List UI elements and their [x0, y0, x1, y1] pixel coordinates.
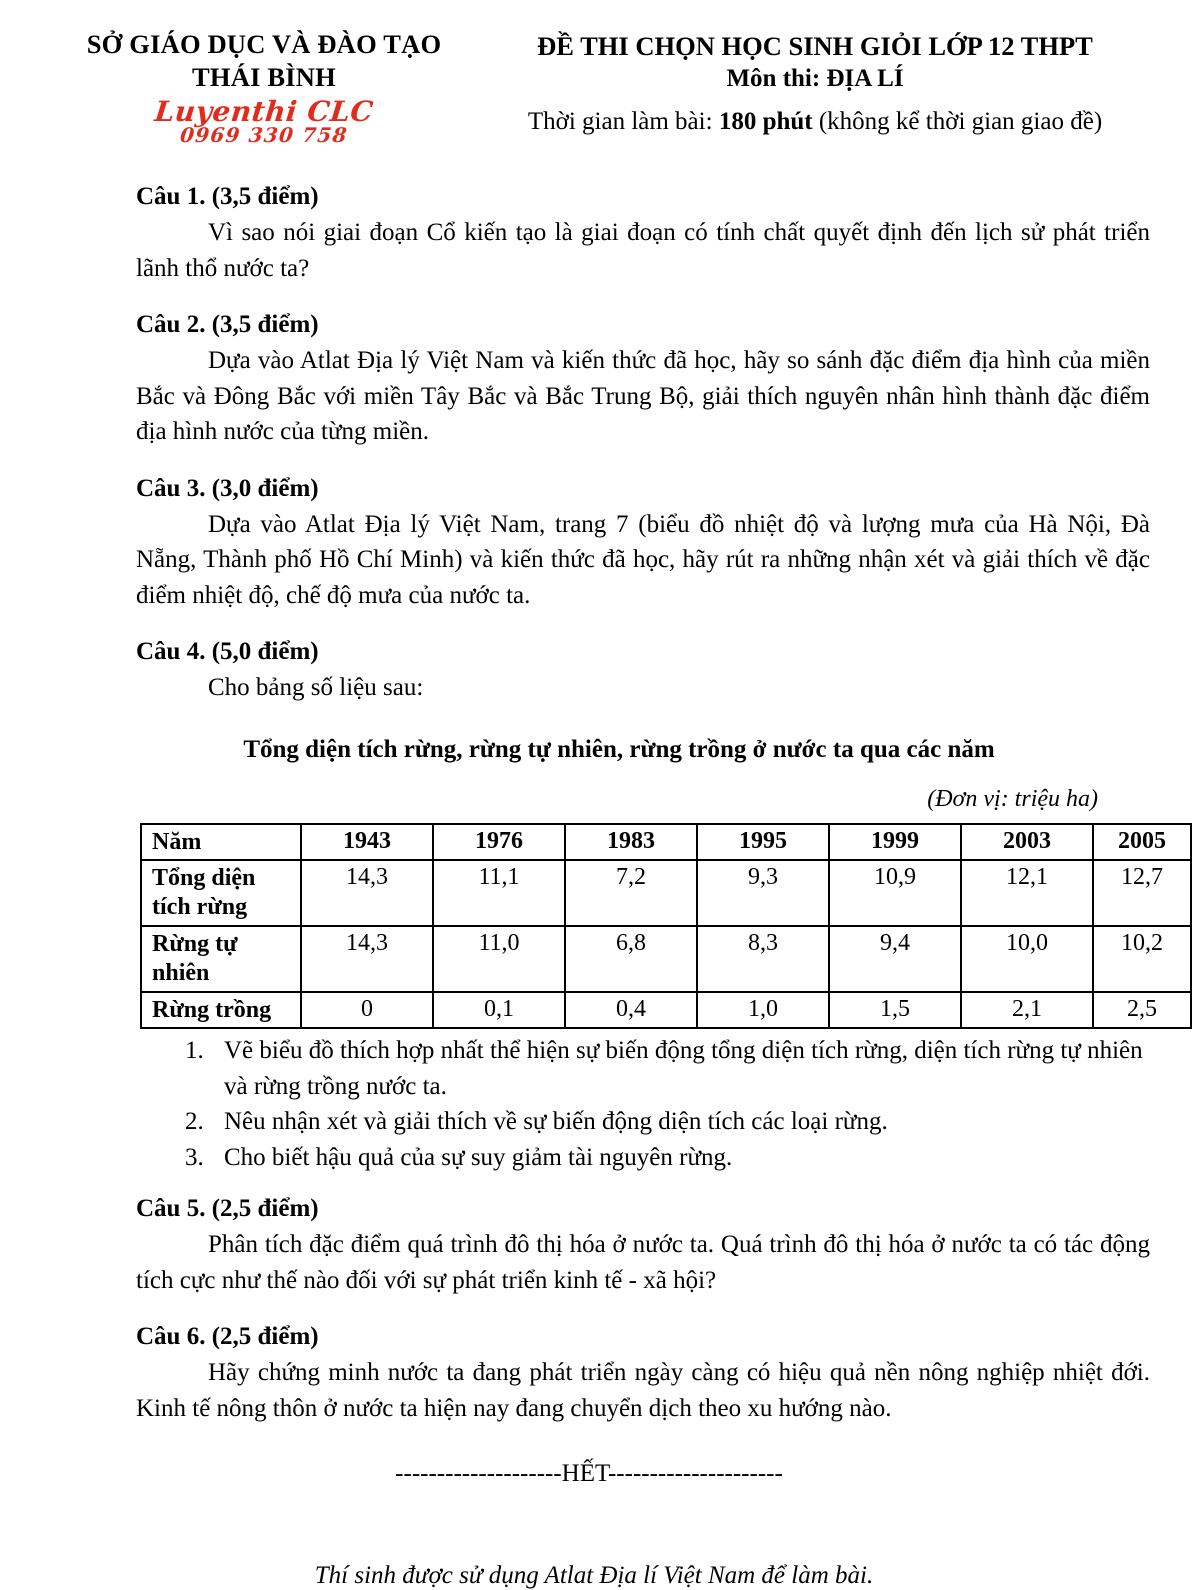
- cell-total-1995: 9,3: [697, 860, 829, 926]
- exam-duration: [470, 106, 1160, 137]
- cell-natural-1999: 9,4: [829, 926, 961, 992]
- data-table-title: Tổng diện tích rừng, rừng tự nhiên, rừng trồng ở nước ta qua các năm: [243, 735, 995, 763]
- question-1-body: Vì sao nói giai đoạn Cổ kiến tạo là giai đoạn có tính chất quyết định đến lịch sử phát triển lãnh thổ nước ta?: [136, 219, 1150, 282]
- question-4-body: Cho bảng số liệu sau:: [208, 674, 424, 702]
- table-year-1976: 1976: [433, 824, 565, 861]
- question-3-body: Dựa vào Atlat Địa lý Việt Nam, trang 7 (biểu đồ nhiệt độ và lượng mưa của Hà Nội, Đà Nẵng, Thành phố Hồ Chí Minh) và kiến thức đã học, hãy rút ra những nhận xét và giải thích về đặc điểm nhiệt độ, chế độ mưa của nước ta.: [136, 510, 1150, 609]
- logo-wordmark: Luyenthi CLC: [153, 95, 375, 129]
- question-6-body: Hãy chứng minh nước ta đang phát triển ngày càng có hiệu quả nền nông nghiệp nhiệt đới. Kinh tế nông thôn ở nước ta hiện nay đang chuyển dịch theo xu hướng nào.: [136, 1359, 1150, 1422]
- atlas-permission-note: Thí sinh được sử dụng Atlat Địa lí Việt Nam để làm bài.: [314, 1562, 874, 1590]
- table-year-1983: 1983: [565, 824, 697, 861]
- question-6-heading: Câu 6. (2,5 điểm): [136, 1323, 319, 1351]
- table-year-1995: 1995: [697, 824, 829, 861]
- luyenthi-clc-logo: [58, 95, 470, 148]
- cell-total-2005: 12,7: [1093, 860, 1191, 926]
- cell-planted-2003: 2,1: [961, 992, 1093, 1029]
- exam-content: [0, 183, 1200, 1590]
- cell-total-1999: 10,9: [829, 860, 961, 926]
- row-label-natural-forest: Rừng tự nhiên: [141, 926, 301, 992]
- header-left-block: [40, 28, 470, 148]
- sub-question-1: 1. Vẽ biểu đồ thích hợp nhất thể hiện sự biến động tổng diện tích rừng, diện tích rừng tự nhiên và rừng trồng nước ta.: [210, 1033, 1158, 1104]
- cell-natural-2003: 10,0: [961, 926, 1093, 992]
- duration-value: 180 phút: [718, 107, 813, 135]
- cell-total-1983: 7,2: [565, 860, 697, 926]
- question-4-sublist: [40, 1033, 1158, 1175]
- table-row: [141, 926, 1191, 992]
- question-1-heading: Câu 1. (3,5 điểm): [136, 183, 319, 211]
- table-year-1943: 1943: [301, 824, 433, 861]
- table-corner-label: Năm: [141, 824, 301, 861]
- question-2-heading: Câu 2. (3,5 điểm): [136, 311, 319, 339]
- cell-natural-1976: 11,0: [433, 926, 565, 992]
- end-of-exam-marker: --------------------HẾT---------------------: [395, 1460, 783, 1488]
- cell-natural-1995: 8,3: [697, 926, 829, 992]
- question-2-body: Dựa vào Atlat Địa lý Việt Nam và kiến thức đã học, hãy so sánh đặc điểm địa hình của miền Bắc và Đông Bắc với miền Tây Bắc và Bắc Trung Bộ, giải thích nguyên nhân hình thành đặc điểm địa hình nước của từng miền.: [136, 347, 1150, 446]
- question-5-heading: Câu 5. (2,5 điểm): [136, 1195, 319, 1223]
- question-5-body: Phân tích đặc điểm quá trình đô thị hóa ở nước ta. Quá trình đô thị hóa ở nước ta có tác động tích cực như thế nào đối với sự phát triển kinh tế - xã hội?: [136, 1231, 1150, 1294]
- cell-planted-1943: 0: [301, 992, 433, 1029]
- table-year-2005: 2005: [1093, 824, 1191, 861]
- row-label-planted-forest: Rừng trồng: [141, 992, 301, 1029]
- cell-planted-1976: 0,1: [433, 992, 565, 1029]
- logo-phone-number: 0969 330 758: [178, 123, 350, 148]
- department-name-line1: SỞ GIÁO DỤC VÀ ĐÀO TẠO: [86, 29, 442, 59]
- cell-total-2003: 12,1: [961, 860, 1093, 926]
- cell-natural-1943: 14,3: [301, 926, 433, 992]
- forest-area-table: [140, 823, 1192, 1030]
- document-header: [0, 0, 1200, 148]
- cell-planted-1995: 1,0: [697, 992, 829, 1029]
- cell-total-1943: 14,3: [301, 860, 433, 926]
- duration-suffix: (không kể thời gian giao đề): [812, 107, 1103, 135]
- cell-planted-2005: 2,5: [1093, 992, 1191, 1029]
- exam-title: ĐỀ THI CHỌN HỌC SINH GIỎI LỚP 12 THPT: [537, 31, 1093, 61]
- table-row: [141, 992, 1191, 1029]
- row-label-total-forest: Tổng diện tích rừng: [141, 860, 301, 926]
- cell-total-1976: 11,1: [433, 860, 565, 926]
- cell-natural-2005: 10,2: [1093, 926, 1191, 992]
- cell-natural-1983: 6,8: [565, 926, 697, 992]
- table-year-2003: 2003: [961, 824, 1093, 861]
- data-table-unit-note: (Đơn vị: triệu ha): [927, 785, 1098, 812]
- department-name-line2: THÁI BÌNH: [192, 61, 336, 92]
- exam-subject: Môn thi: ĐỊA LÍ: [726, 65, 904, 93]
- header-right-block: [470, 28, 1160, 137]
- question-3-heading: Câu 3. (3,0 điểm): [136, 474, 319, 502]
- sub-question-3: 3. Cho biết hậu quả của sự suy giảm tài nguyên rừng.: [210, 1140, 1158, 1176]
- table-header-row: [141, 824, 1191, 861]
- sub-question-2: 2. Nêu nhận xét và giải thích về sự biến động diện tích các loại rừng.: [210, 1104, 1158, 1140]
- table-row: [141, 860, 1191, 926]
- cell-planted-1983: 0,4: [565, 992, 697, 1029]
- table-year-1999: 1999: [829, 824, 961, 861]
- duration-prefix: Thời gian làm bài:: [527, 107, 719, 135]
- question-4-heading: Câu 4. (5,0 điểm): [136, 638, 319, 666]
- cell-planted-1999: 1,5: [829, 992, 961, 1029]
